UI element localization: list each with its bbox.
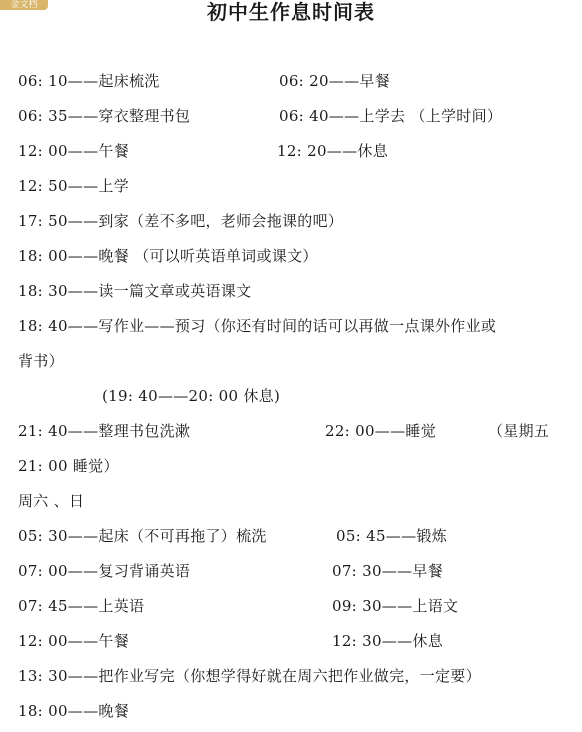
schedule-entry: 07: 45——上英语	[18, 597, 145, 615]
schedule-entry: 09: 30——上语文	[332, 597, 459, 615]
schedule-line	[18, 105, 503, 126]
schedule-entry: (19: 40——20: 00 休息)	[102, 387, 281, 405]
schedule-line	[18, 700, 129, 721]
schedule-line	[18, 70, 390, 91]
schedule-line	[18, 245, 318, 266]
schedule-entry: 12: 20——休息	[277, 142, 388, 160]
schedule-entry: 12: 30——休息	[332, 632, 443, 650]
schedule-entry: 22: 00——睡觉	[325, 422, 436, 440]
schedule-entry: 13: 30——把作业写完（你想学得好就在周六把作业做完，一定要）	[18, 667, 481, 685]
schedule-line	[18, 420, 550, 441]
weekend-heading: 周六 、日	[18, 492, 85, 510]
schedule-entry: 05: 30——起床（不可再拖了）梳洗	[18, 527, 267, 545]
schedule-entry: 17: 50——到家（差不多吧，老师会拖课的吧）	[18, 212, 344, 230]
schedule-line	[18, 560, 443, 581]
corner-badge: 金文档	[0, 0, 48, 10]
schedule-line	[102, 385, 280, 406]
schedule-entry: 06: 35——穿衣整理书包	[18, 107, 191, 125]
schedule-line	[18, 455, 119, 476]
schedule-entry: 07: 30——早餐	[332, 562, 443, 580]
schedule-entry: 12: 00——午餐	[18, 142, 129, 160]
schedule-entry: 18: 30——读一篇文章或英语课文	[18, 282, 252, 300]
schedule-entry: 05: 45——锻炼	[336, 527, 447, 545]
schedule-entry: 21: 40——整理书包洗漱	[18, 422, 191, 440]
schedule-line	[18, 175, 129, 196]
schedule-entry: 06: 20——早餐	[279, 72, 390, 90]
schedule-entry: 06: 40——上学去 （上学时间）	[279, 107, 503, 125]
schedule-line	[18, 280, 251, 301]
schedule-entry: 07: 00——复习背诵英语	[18, 562, 191, 580]
schedule-line	[18, 665, 481, 686]
page-title: 初中生作息时间表	[207, 0, 375, 24]
schedule-line	[18, 140, 388, 161]
schedule-entry: 06: 10——起床梳洗	[18, 72, 160, 90]
schedule-line	[18, 315, 496, 336]
schedule-entry: （星期五	[488, 422, 550, 440]
schedule-entry: 12: 50——上学	[18, 177, 129, 195]
schedule-entry: 21: 00 睡觉）	[18, 457, 119, 475]
schedule-line	[18, 525, 447, 546]
schedule-entry: 背书）	[18, 352, 64, 370]
schedule-line	[18, 210, 343, 231]
schedule-entry: 12: 00——午餐	[18, 632, 129, 650]
schedule-line	[18, 630, 443, 651]
schedule-line	[18, 350, 64, 371]
schedule-entry: 18: 00——晚餐 （可以听英语单词或课文）	[18, 247, 318, 265]
schedule-entry: 18: 40——写作业——预习（你还有时间的话可以再做一点课外作业或	[18, 317, 497, 335]
schedule-entry: 18: 00——晚餐	[18, 702, 129, 720]
schedule-line	[18, 595, 459, 616]
